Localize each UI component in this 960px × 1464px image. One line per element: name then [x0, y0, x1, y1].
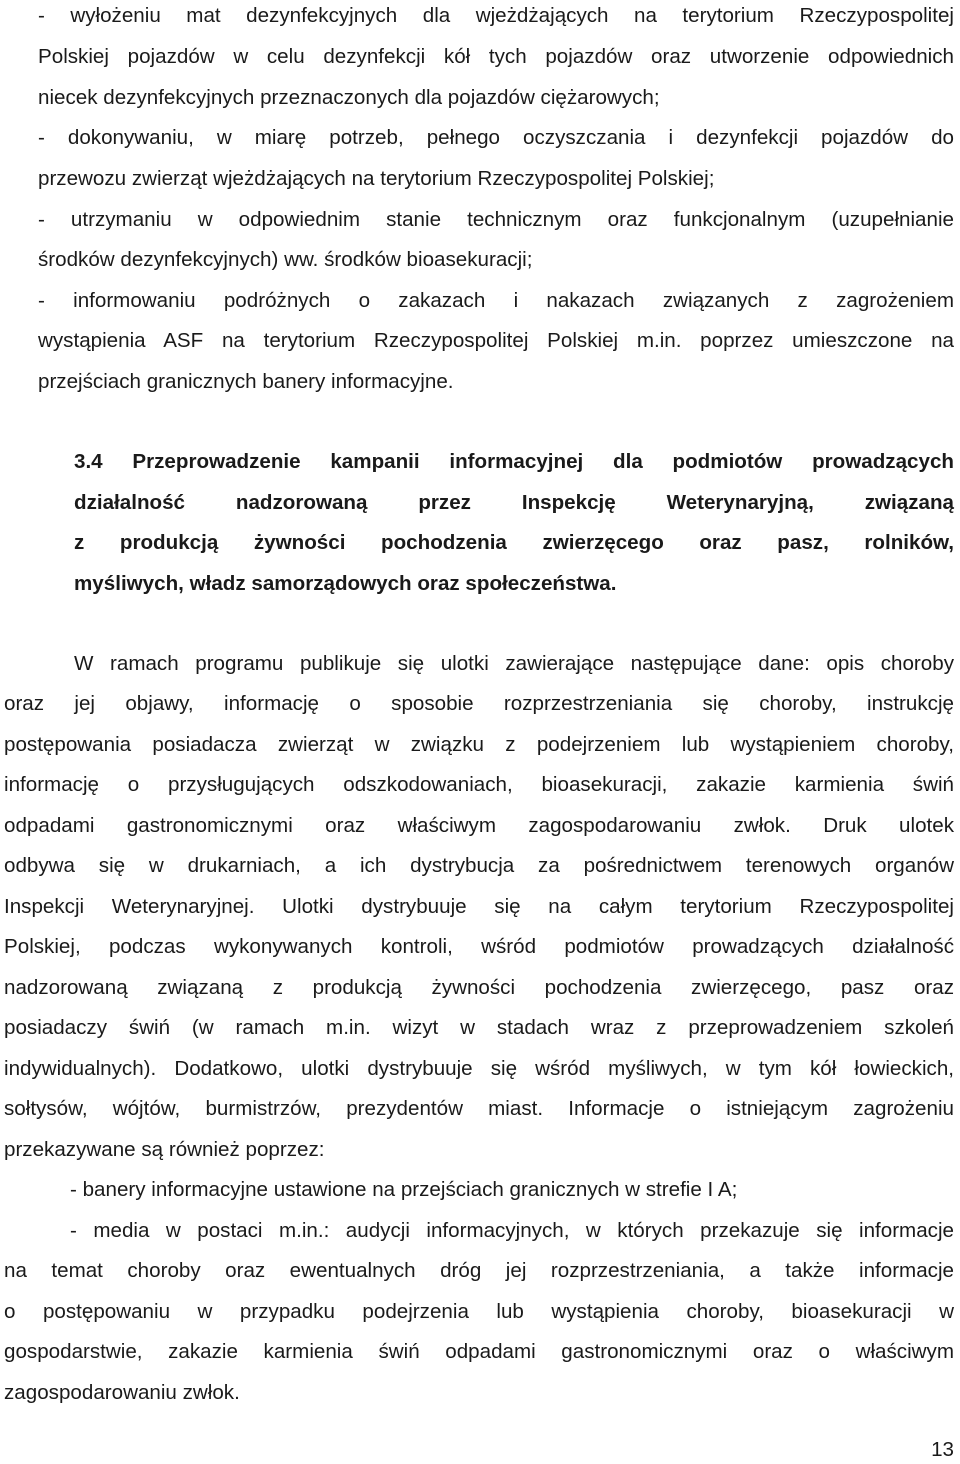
list-line: - utrzymaniu w odpowiednim stanie technicznym oraz funkcjonalnym (uzupełnianie — [38, 208, 954, 231]
body-line: informację o przysługujących odszkodowaniach, bioasekuracji, zakazie karmienia świń — [4, 773, 954, 796]
body-line: Polskiej, podczas wykonywanych kontroli, wśród podmiotów prowadzących działalność — [4, 935, 954, 958]
list-line: Polskiej pojazdów w celu dezynfekcji kół tych pojazdów oraz utworzenie odpowiednich — [38, 45, 954, 68]
section-heading: 3.4 Przeprowadzenie kampanii informacyjnej dla podmiotów prowadzących — [74, 450, 954, 473]
body-line: gospodarstwie, zakazie karmienia świń odpadami gastronomicznymi oraz o właściwym — [4, 1340, 954, 1363]
body-line: postępowania posiadacza zwierząt w związku z podejrzeniem lub wystąpieniem choroby, — [4, 733, 954, 756]
page-number: 13 — [931, 1438, 954, 1461]
body-line: nadzorowaną związaną z produkcją żywności pochodzenia zwierzęcego, pasz oraz — [4, 976, 954, 999]
list-line: niecek dezynfekcyjnych przeznaczonych dla pojazdów ciężarowych; — [38, 86, 660, 109]
body-line: W ramach programu publikuje się ulotki zawierające następujące dane: opis choroby — [74, 652, 954, 675]
section-heading: myśliwych, władz samorządowych oraz społeczeństwa. — [74, 572, 617, 595]
body-line: na temat choroby oraz ewentualnych dróg jej rozprzestrzeniania, a także informacje — [4, 1259, 954, 1282]
body-line: odbywa się w drukarniach, a ich dystrybucja za pośrednictwem terenowych organów — [4, 854, 954, 877]
body-line: zagospodarowaniu zwłok. — [4, 1381, 240, 1404]
list-line: - dokonywaniu, w miarę potrzeb, pełnego oczyszczania i dezynfekcji pojazdów do — [38, 126, 954, 149]
list-line: środków dezynfekcyjnych) ww. środków bioasekuracji; — [38, 248, 533, 271]
list-line: przejściach granicznych banery informacyjne. — [38, 370, 454, 393]
list-line: wystąpienia ASF na terytorium Rzeczypospolitej Polskiej m.in. poprzez umieszczone na — [38, 329, 954, 352]
body-line: o postępowaniu w przypadku podejrzenia lub wystąpienia choroby, bioasekuracji w — [4, 1300, 954, 1323]
body-line: - banery informacyjne ustawione na przejściach granicznych w strefie I A; — [70, 1178, 738, 1201]
body-line: oraz jej objawy, informację o sposobie rozprzestrzeniania się choroby, instrukcję — [4, 692, 954, 715]
body-line: sołtysów, wójtów, burmistrzów, prezydentów miast. Informacje o istniejącym zagrożeniu — [4, 1097, 954, 1120]
body-line: indywidualnych). Dodatkowo, ulotki dystrybuuje się wśród myśliwych, w tym kół łowieckich, — [4, 1057, 954, 1080]
section-heading: z produkcją żywności pochodzenia zwierzęcego oraz pasz, rolników, — [74, 531, 954, 554]
list-line: - wyłożeniu mat dezynfekcyjnych dla wjeżdżających na terytorium Rzeczypospolitej — [38, 4, 954, 27]
body-line: odpadami gastronomicznymi oraz właściwym zagospodarowaniu zwłok. Druk ulotek — [4, 814, 954, 837]
body-line: posiadaczy świń (w ramach m.in. wizyt w stadach wraz z przeprowadzeniem szkoleń — [4, 1016, 954, 1039]
body-line: przekazywane są również poprzez: — [4, 1138, 325, 1161]
body-line: - media w postaci m.in.: audycji informacyjnych, w których przekazuje się informacje — [70, 1219, 954, 1242]
list-line: przewozu zwierząt wjeżdżających na terytorium Rzeczypospolitej Polskiej; — [38, 167, 715, 190]
list-line: - informowaniu podróżnych o zakazach i nakazach związanych z zagrożeniem — [38, 289, 954, 312]
body-line: Inspekcji Weterynaryjnej. Ulotki dystrybuuje się na całym terytorium Rzeczypospolitej — [4, 895, 954, 918]
section-heading: działalność nadzorowaną przez Inspekcję Weterynaryjną, związaną — [74, 491, 954, 514]
